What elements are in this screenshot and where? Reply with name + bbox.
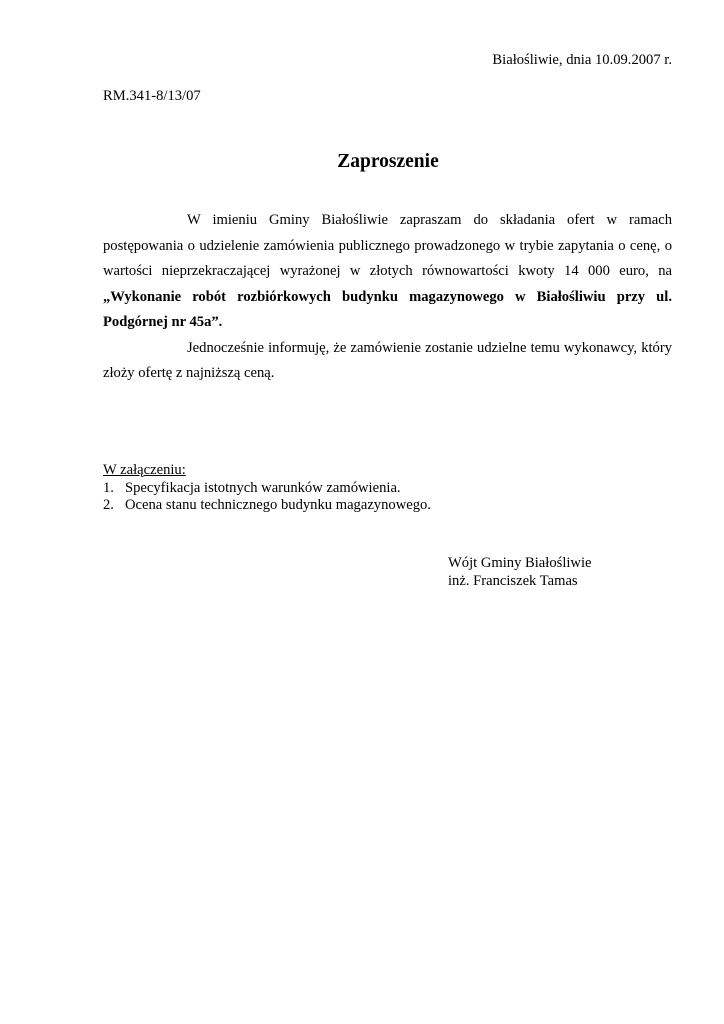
list-item-number: 1.	[103, 479, 114, 496]
list-item	[103, 497, 431, 515]
attachments-heading: W załączeniu:	[103, 462, 186, 478]
signature-block	[448, 554, 592, 590]
contract-subject: „Wykonanie robót rozbiórkowych budynku magazynowego w Białośliwiu przy ul. Podgórnej nr 45a”.	[103, 288, 672, 330]
signatory-title: Wójt Gminy Białośliwie	[448, 555, 592, 571]
attachments-section	[103, 462, 431, 515]
signatory-name: inż. Franciszek Tamas	[448, 573, 578, 589]
reference-number: RM.341-8/13/07	[103, 88, 201, 104]
paragraph-award-info: Jednocześnie informuję, że zamówienie zostanie udzielne temu wykonawcy, który złoży ofertę z najniższą ceną.	[103, 339, 672, 381]
attachments-list	[103, 480, 431, 515]
list-item-text: Specyfikacja istotnych warunków zamówienia.	[125, 479, 401, 496]
list-item-number: 2.	[103, 497, 114, 513]
document-title: Zaproszenie	[337, 151, 439, 172]
paragraph-invitation	[103, 208, 672, 336]
list-item-text: Ocena stanu technicznego budynku magazynowego.	[125, 497, 431, 513]
paragraph-invitation-text: W imieniu Gminy Białośliwie zapraszam do składania ofert w ramach postępowania o udzielenie zamówienia publicznego prowadzonego w trybie zapytania o cenę, o wartości nieprzekraczającej wyrażonej w złotych równowartości kwoty 14 000 euro, na	[103, 212, 672, 279]
letter-body	[103, 208, 672, 387]
place-date: Białośliwie, dnia 10.09.2007 r.	[492, 52, 672, 68]
list-item	[103, 480, 431, 498]
